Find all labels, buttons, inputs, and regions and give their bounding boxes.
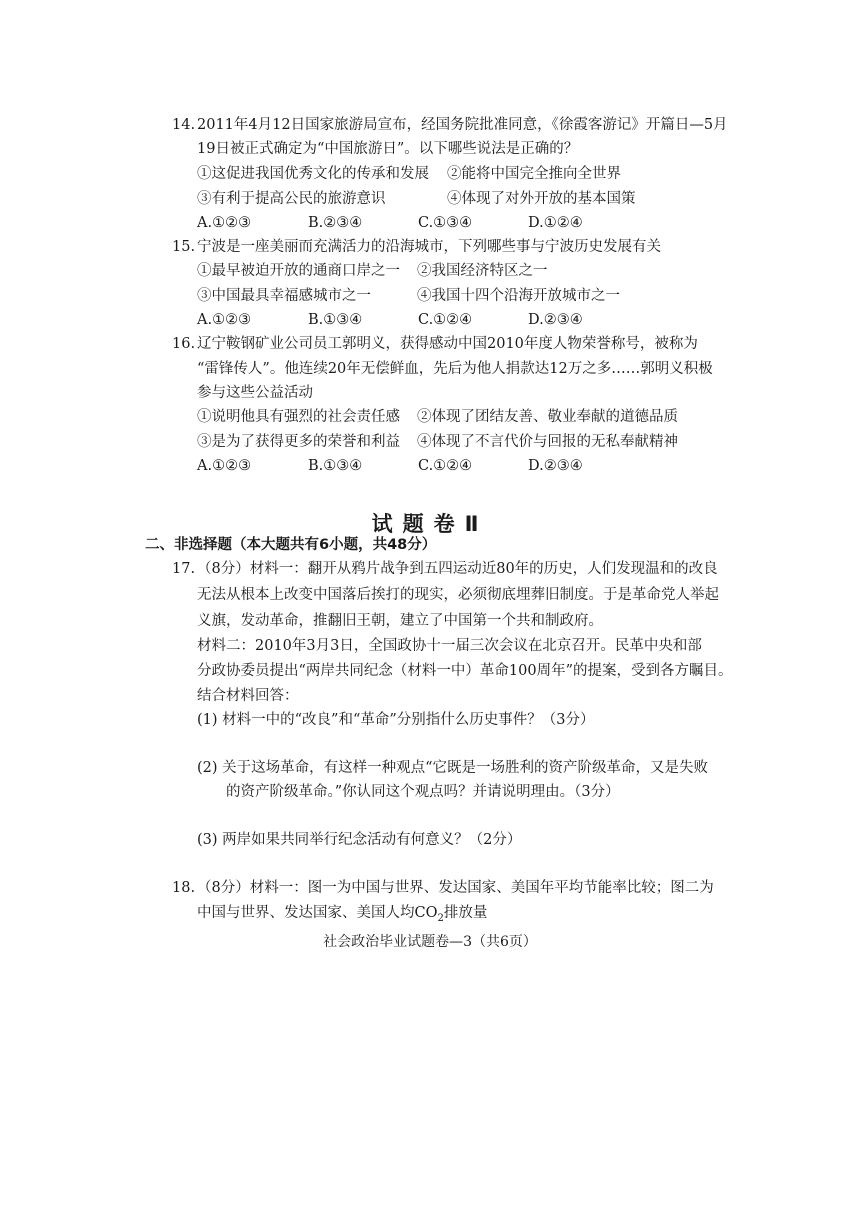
question-17-line-1: （8分）材料一：翻开从鸦片战争到五四运动近80年的历史，人们发现温和的改良 bbox=[197, 561, 718, 577]
question-16-line-3: 参与这些公益活动 bbox=[197, 385, 313, 401]
question-17-line-4: 材料二：2010年3月3日，全国政协十一届三次会议在北京召开。民革中央和部 bbox=[197, 638, 702, 654]
question-17-line-2: 无法从根本上改变中国落后挨打的现实，必须彻底埋葬旧制度。于是革命党人举起 bbox=[197, 587, 719, 603]
question-14-answer-a: A.①②③ bbox=[197, 215, 252, 231]
question-15-option-2: ②我国经济特区之一 bbox=[417, 263, 548, 279]
question-16-option-4: ④体现了不言代价与回报的无私奉献精神 bbox=[417, 434, 678, 450]
question-14-option-1: ①这促进我国优秀文化的传承和发展 bbox=[197, 166, 429, 182]
question-17-sub-3: (3) 两岸如果共同举行纪念活动有何意义？（2分） bbox=[197, 832, 522, 848]
question-17-sub-2-line-2: 的资产阶级革命。”你认同这个观点吗？并请说明理由。（3分） bbox=[226, 784, 620, 800]
question-15-answer-c: C.①②④ bbox=[418, 312, 473, 328]
co2-subscript: 2 bbox=[437, 912, 444, 924]
question-14-answer-b: B.②③④ bbox=[308, 215, 363, 231]
question-16-option-3: ③是为了获得更多的荣誉和利益 bbox=[197, 434, 400, 450]
question-15-option-1: ①最早被迫开放的通商口岸之一 bbox=[197, 263, 400, 279]
page-footer: 社会政治毕业试题卷—3（共6页） bbox=[323, 934, 537, 950]
question-18-line-2-tail: 排放量 bbox=[443, 905, 488, 921]
question-16-answer-a: A.①②③ bbox=[197, 458, 252, 474]
question-16-answer-c: C.①②④ bbox=[418, 458, 473, 474]
question-17-line-5: 分政协委员提出“两岸共同纪念（材料一中）革命100周年”的提案，受到各方瞩目。 bbox=[197, 663, 733, 679]
question-16-answer-d: D.②③④ bbox=[528, 458, 583, 474]
question-14-option-2: ②能将中国完全推向全世界 bbox=[447, 166, 621, 182]
question-16-line-2: “雷锋传人”。他连续20年无偿鲜血，先后为他人捐款达12万之多……郭明义积极 bbox=[197, 361, 713, 377]
question-15-option-3: ③中国最具幸福感城市之一 bbox=[197, 288, 371, 304]
question-15-answer-b: B.①③④ bbox=[308, 312, 363, 328]
question-16-option-1: ①说明他具有强烈的社会责任感 bbox=[197, 409, 400, 425]
question-14-answer-c: C.①③④ bbox=[418, 215, 473, 231]
question-16-line-1: 辽宁鞍钢矿业公司员工郭明义，获得感动中国2010年度人物荣誉称号，被称为 bbox=[197, 336, 698, 352]
question-18-number: 18. bbox=[172, 880, 196, 896]
question-18-line-2 bbox=[197, 903, 487, 929]
question-16-number: 16. bbox=[172, 336, 196, 352]
question-17-number: 17. bbox=[172, 561, 196, 577]
question-14-answer-d: D.①②④ bbox=[528, 215, 583, 231]
question-14-option-4: ④体现了对外开放的基本国策 bbox=[447, 191, 636, 207]
question-15-number: 15. bbox=[172, 239, 196, 255]
section-heading: 二、非选择题（本大题共有6小题，共48分） bbox=[145, 537, 437, 553]
question-15-line-1: 宁波是一座美丽而充满活力的沿海城市，下列哪些事与宁波历史发展有关 bbox=[197, 239, 661, 255]
question-15-answer-d: D.②③④ bbox=[528, 312, 583, 328]
question-15-option-4: ④我国十四个沿海开放城市之一 bbox=[417, 288, 620, 304]
question-14-line-2: 19日被正式确定为“中国旅游日”。以下哪些说法是正确的？ bbox=[197, 141, 579, 157]
question-18-line-2-text: 中国与世界、发达国家、美国人均CO bbox=[197, 905, 438, 921]
section-title: 试题卷Ⅱ bbox=[371, 512, 489, 536]
question-14-line-1: 2011年4月12日国家旅游局宣布，经国务院批准同意，《徐霞客游记》开篇日—5月 bbox=[197, 117, 728, 133]
question-17-line-3: 义旗，发动革命，推翻旧王朝，建立了中国第一个共和制政府。 bbox=[197, 613, 603, 629]
question-14-option-3: ③有利于提高公民的旅游意识 bbox=[197, 191, 386, 207]
question-14-number: 14. bbox=[172, 117, 196, 133]
question-18-line-1: （8分）材料一：图一为中国与世界、发达国家、美国年平均节能率比较；图二为 bbox=[197, 880, 714, 896]
question-17-line-6: 结合材料回答： bbox=[197, 688, 299, 704]
question-16-answer-b: B.①③④ bbox=[308, 458, 363, 474]
question-17-sub-2-line-1: (2) 关于这场革命，有这样一种观点“它既是一场胜利的资产阶级革命，又是失败 bbox=[197, 760, 709, 776]
question-17-sub-1: (1) 材料一中的“改良”和“革命”分别指什么历史事件？（3分） bbox=[197, 712, 595, 728]
question-16-option-2: ②体现了团结友善、敬业奉献的道德品质 bbox=[417, 409, 678, 425]
question-15-answer-a: A.①②③ bbox=[197, 312, 252, 328]
